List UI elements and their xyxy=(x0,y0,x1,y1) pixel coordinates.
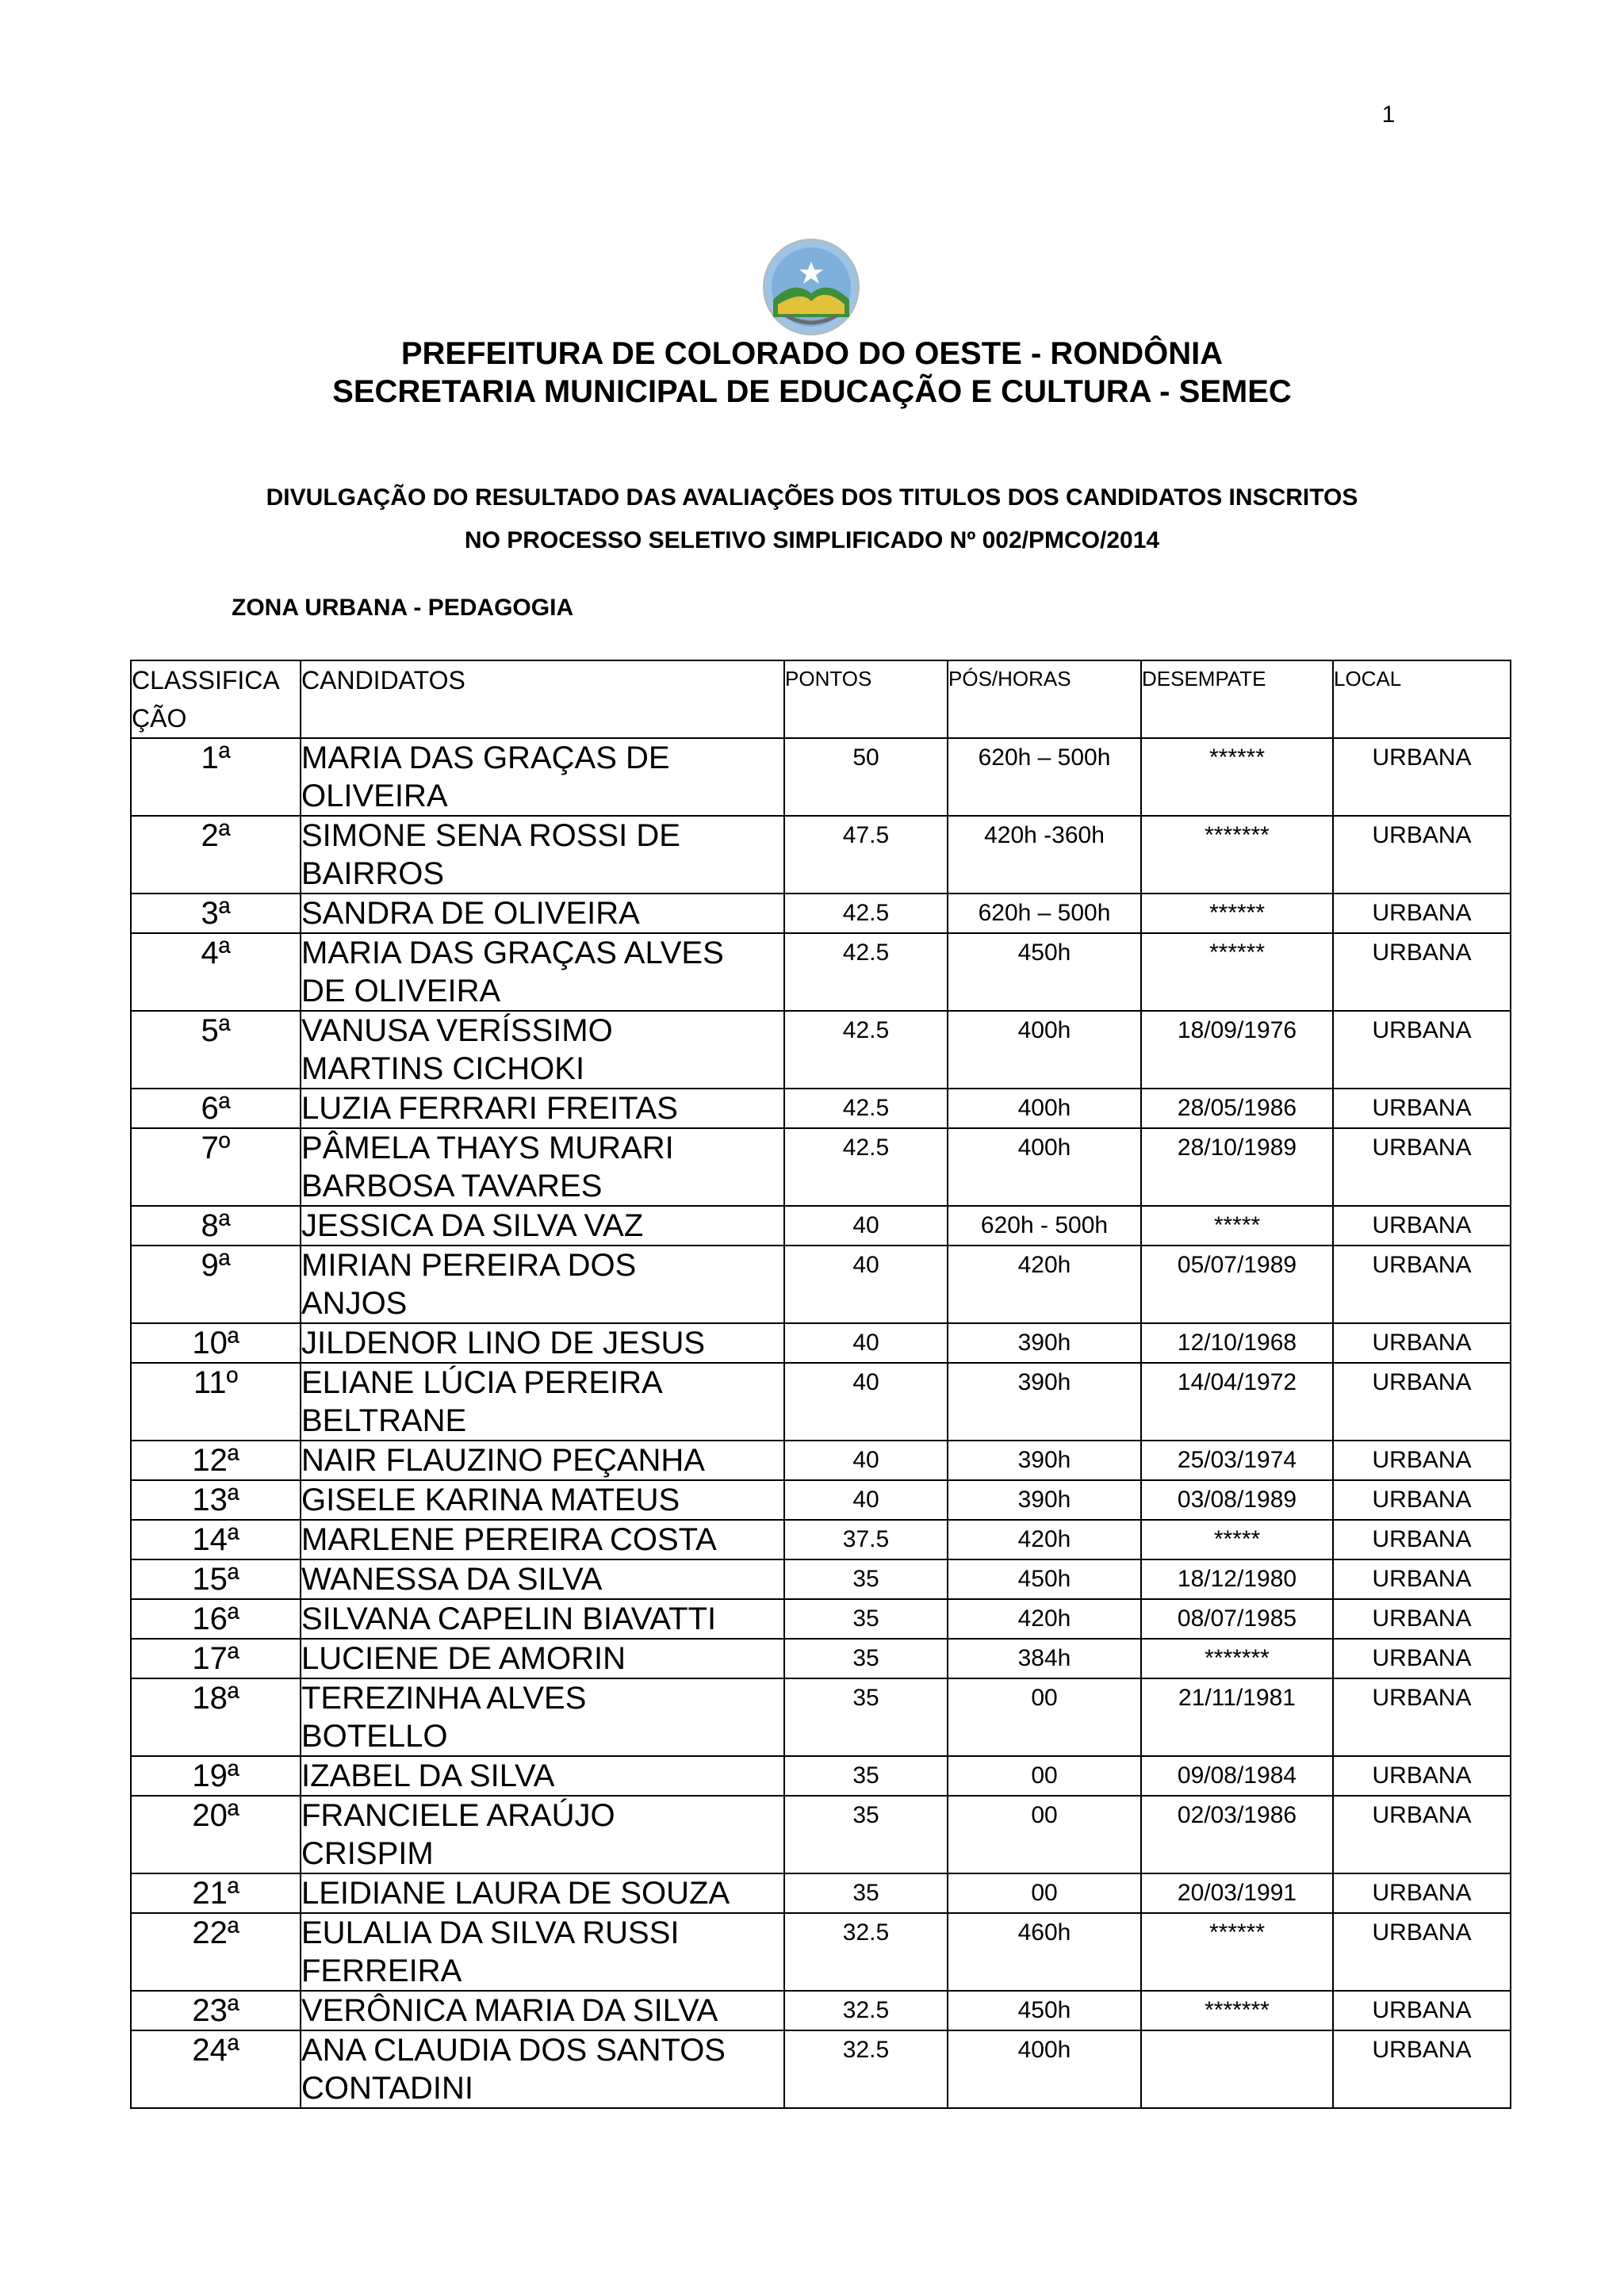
tiebreak-cell: ******* xyxy=(1141,1991,1333,2030)
rank-cell: 13ª xyxy=(131,1480,301,1520)
table-row xyxy=(131,1559,1511,1599)
tiebreak-cell: 03/08/1989 xyxy=(1141,1480,1333,1520)
hours-cell: 400h xyxy=(948,1011,1141,1089)
hours-cell: 400h xyxy=(948,1128,1141,1206)
hours-cell: 420h xyxy=(948,1520,1141,1559)
hours-cell: 00 xyxy=(948,1873,1141,1913)
tiebreak-cell: ***** xyxy=(1141,1206,1333,1246)
candidate-name-cell xyxy=(301,1128,784,1206)
rank-cell: 18ª xyxy=(131,1678,301,1756)
candidate-name-cell xyxy=(301,1599,784,1639)
points-cell: 32.5 xyxy=(784,2030,948,2108)
tiebreak-cell: 28/05/1986 xyxy=(1141,1089,1333,1128)
rank-cell: 23ª xyxy=(131,1991,301,2030)
points-cell: 35 xyxy=(784,1678,948,1756)
location-cell: URBANA xyxy=(1333,1913,1511,1991)
hours-cell: 384h xyxy=(948,1639,1141,1678)
points-cell: 40 xyxy=(784,1363,948,1441)
tiebreak-cell: 25/03/1974 xyxy=(1141,1441,1333,1480)
table-row xyxy=(131,1599,1511,1639)
subtitle-line-2: NO PROCESSO SELETIVO SIMPLIFICADO Nº 002/PMCO/2014 xyxy=(464,527,1160,553)
table-row xyxy=(131,1323,1511,1363)
candidate-name-line-2: DE OLIVEIRA xyxy=(301,974,501,1008)
table-row xyxy=(131,1011,1511,1089)
tiebreak-cell: 08/07/1985 xyxy=(1141,1599,1333,1639)
hours-cell: 390h xyxy=(948,1441,1141,1480)
rank-cell: 21ª xyxy=(131,1873,301,1913)
candidate-name-line-2: BAIRROS xyxy=(301,856,445,891)
candidate-name-line-2: FERREIRA xyxy=(301,1954,462,1988)
candidate-name-line-1: MARIA DAS GRAÇAS DE xyxy=(301,740,670,775)
location-cell: URBANA xyxy=(1333,1678,1511,1756)
rank-cell: 3ª xyxy=(131,894,301,933)
tiebreak-cell xyxy=(1141,2030,1333,2108)
candidate-name-line-1: SILVANA CAPELIN BIAVATTI xyxy=(301,1601,717,1636)
table-row xyxy=(131,1796,1511,1873)
table-row xyxy=(131,816,1511,894)
rank-cell: 5ª xyxy=(131,1011,301,1089)
hours-cell: 450h xyxy=(948,933,1141,1011)
tiebreak-cell: ******* xyxy=(1141,816,1333,894)
location-cell: URBANA xyxy=(1333,1599,1511,1639)
table-row xyxy=(131,1520,1511,1559)
table-row xyxy=(131,1991,1511,2030)
table-row xyxy=(131,1756,1511,1796)
candidate-name-line-2: CRISPIM xyxy=(301,1836,434,1871)
header-line-1: PREFEITURA DE COLORADO DO OESTE - RONDÔNIA xyxy=(400,336,1224,371)
hours-cell: 390h xyxy=(948,1363,1141,1441)
rank-cell: 14ª xyxy=(131,1520,301,1559)
hours-cell: 620h – 500h xyxy=(948,894,1141,933)
tiebreak-cell: ****** xyxy=(1141,1913,1333,1991)
candidate-name-cell xyxy=(301,1363,784,1441)
rank-cell: 7º xyxy=(131,1128,301,1206)
candidate-name-line-1: VANUSA VERÍSSIMO xyxy=(301,1013,613,1048)
candidate-name-line-2: BOTELLO xyxy=(301,1719,448,1754)
hours-cell: 450h xyxy=(948,1991,1141,2030)
hours-cell: 620h - 500h xyxy=(948,1206,1141,1246)
rank-cell: 9ª xyxy=(131,1246,301,1323)
candidate-name-line-1: ELIANE LÚCIA PEREIRA xyxy=(301,1365,663,1400)
tiebreak-cell: 09/08/1984 xyxy=(1141,1756,1333,1796)
candidate-name-line-1: JESSICA DA SILVA VAZ xyxy=(301,1208,644,1243)
location-cell: URBANA xyxy=(1333,1639,1511,1678)
points-cell: 37.5 xyxy=(784,1520,948,1559)
candidate-name-cell xyxy=(301,1913,784,1991)
candidate-name-line-1: LEIDIANE LAURA DE SOUZA xyxy=(301,1876,730,1911)
table-row xyxy=(131,2030,1511,2108)
rank-cell: 19ª xyxy=(131,1756,301,1796)
points-cell: 50 xyxy=(784,738,948,816)
candidate-name-cell xyxy=(301,894,784,933)
candidate-name-line-1: LUZIA FERRARI FREITAS xyxy=(301,1091,678,1126)
candidate-name-cell xyxy=(301,816,784,894)
candidate-name-line-1: SANDRA DE OLIVEIRA xyxy=(301,896,640,931)
candidate-name-line-1: EULALIA DA SILVA RUSSI xyxy=(301,1915,680,1950)
candidate-name-cell xyxy=(301,1991,784,2030)
table-row xyxy=(131,1128,1511,1206)
points-cell: 35 xyxy=(784,1873,948,1913)
candidate-name-line-1: TEREZINHA ALVES xyxy=(301,1681,587,1716)
candidate-name-line-1: FRANCIELE ARAÚJO xyxy=(301,1798,615,1833)
table-row xyxy=(131,1639,1511,1678)
header-line-2: SECRETARIA MUNICIPAL DE EDUCAÇÃO E CULTURA - SEMEC xyxy=(332,374,1292,409)
candidate-name-line-2: OLIVEIRA xyxy=(301,779,448,813)
hours-cell: 400h xyxy=(948,2030,1141,2108)
points-cell: 32.5 xyxy=(784,1991,948,2030)
hours-cell: 400h xyxy=(948,1089,1141,1128)
hours-cell: 390h xyxy=(948,1323,1141,1363)
hours-cell: 390h xyxy=(948,1480,1141,1520)
candidate-name-line-1: SIMONE SENA ROSSI DE xyxy=(301,818,680,853)
candidate-name-line-1: NAIR FLAUZINO PEÇANHA xyxy=(301,1443,705,1478)
location-cell: URBANA xyxy=(1333,1089,1511,1128)
candidate-name-line-1: JILDENOR LINO DE JESUS xyxy=(301,1326,706,1360)
location-cell: URBANA xyxy=(1333,1011,1511,1089)
hours-cell: 00 xyxy=(948,1678,1141,1756)
candidate-name-cell xyxy=(301,1678,784,1756)
candidate-name-line-1: WANESSA DA SILVA xyxy=(301,1562,603,1597)
header-hours: PÓS/HORAS xyxy=(948,660,1141,738)
candidate-name-cell xyxy=(301,1441,784,1480)
candidate-name-line-1: MARLENE PEREIRA COSTA xyxy=(301,1522,717,1557)
table-header-row xyxy=(131,660,1511,738)
location-cell: URBANA xyxy=(1333,738,1511,816)
points-cell: 40 xyxy=(784,1246,948,1323)
header-location: LOCAL xyxy=(1333,660,1511,738)
candidate-name-cell xyxy=(301,1559,784,1599)
candidate-name-line-2: BARBOSA TAVARES xyxy=(301,1169,603,1203)
points-cell: 42.5 xyxy=(784,933,948,1011)
location-cell: URBANA xyxy=(1333,1873,1511,1913)
rank-cell: 1ª xyxy=(131,738,301,816)
points-cell: 47.5 xyxy=(784,816,948,894)
results-table xyxy=(130,660,1511,2109)
rank-cell: 8ª xyxy=(131,1206,301,1246)
tiebreak-cell: ****** xyxy=(1141,894,1333,933)
location-cell: URBANA xyxy=(1333,1796,1511,1873)
location-cell: URBANA xyxy=(1333,933,1511,1011)
table-row xyxy=(131,1246,1511,1323)
points-cell: 35 xyxy=(784,1639,948,1678)
rank-cell: 22ª xyxy=(131,1913,301,1991)
points-cell: 40 xyxy=(784,1323,948,1363)
candidate-name-line-1: ANA CLAUDIA DOS SANTOS xyxy=(301,2033,726,2068)
candidate-name-cell xyxy=(301,2030,784,2108)
location-cell: URBANA xyxy=(1333,1520,1511,1559)
candidate-name-cell xyxy=(301,1520,784,1559)
points-cell: 42.5 xyxy=(784,1089,948,1128)
zone-title: ZONA URBANA - PEDAGOGIA xyxy=(232,595,574,621)
location-cell: URBANA xyxy=(1333,1480,1511,1520)
tiebreak-cell: ***** xyxy=(1141,1520,1333,1559)
header-candidates: CANDIDATOS xyxy=(301,660,784,738)
points-cell: 40 xyxy=(784,1206,948,1246)
rank-cell: 24ª xyxy=(131,2030,301,2108)
rank-cell: 20ª xyxy=(131,1796,301,1873)
tiebreak-cell: 18/09/1976 xyxy=(1141,1011,1333,1089)
location-cell: URBANA xyxy=(1333,894,1511,933)
hours-cell: 460h xyxy=(948,1913,1141,1991)
points-cell: 32.5 xyxy=(784,1913,948,1991)
points-cell: 35 xyxy=(784,1796,948,1873)
candidate-name-line-2: BELTRANE xyxy=(301,1403,467,1438)
tiebreak-cell: 28/10/1989 xyxy=(1141,1128,1333,1206)
table-row xyxy=(131,1678,1511,1756)
tiebreak-cell: ****** xyxy=(1141,738,1333,816)
header-tiebreak: DESEMPATE xyxy=(1141,660,1333,738)
table-row xyxy=(131,1089,1511,1128)
candidate-name-cell xyxy=(301,1639,784,1678)
location-cell: URBANA xyxy=(1333,1363,1511,1441)
municipal-crest-icon xyxy=(762,238,860,336)
hours-cell: 420h xyxy=(948,1599,1141,1639)
table-row xyxy=(131,894,1511,933)
candidate-name-cell xyxy=(301,1323,784,1363)
candidate-name-line-1: LUCIENE DE AMORIN xyxy=(301,1641,626,1676)
candidate-name-line-1: MARIA DAS GRAÇAS ALVES xyxy=(301,936,724,970)
rank-cell: 6ª xyxy=(131,1089,301,1128)
location-cell: URBANA xyxy=(1333,1323,1511,1363)
rank-cell: 2ª xyxy=(131,816,301,894)
candidate-name-cell xyxy=(301,1011,784,1089)
location-cell: URBANA xyxy=(1333,1756,1511,1796)
candidate-name-line-1: PÂMELA THAYS MURARI xyxy=(301,1131,674,1165)
hours-cell: 420h xyxy=(948,1246,1141,1323)
table-row xyxy=(131,1480,1511,1520)
hours-cell: 420h -360h xyxy=(948,816,1141,894)
rank-cell: 10ª xyxy=(131,1323,301,1363)
tiebreak-cell: 18/12/1980 xyxy=(1141,1559,1333,1599)
candidate-name-cell xyxy=(301,738,784,816)
candidate-name-cell xyxy=(301,1873,784,1913)
page-number: 1 xyxy=(1381,101,1396,128)
location-cell: URBANA xyxy=(1333,1246,1511,1323)
candidate-name-line-2: MARTINS CICHOKI xyxy=(301,1051,585,1086)
hours-cell: 450h xyxy=(948,1559,1141,1599)
table-row xyxy=(131,1441,1511,1480)
hours-cell: 00 xyxy=(948,1756,1141,1796)
candidate-name-line-2: ANJOS xyxy=(301,1286,408,1321)
subtitle-line-1: DIVULGAÇÃO DO RESULTADO DAS AVALIAÇÕES DOS TITULOS DOS CANDIDATOS INSCRITOS xyxy=(266,484,1358,511)
tiebreak-cell: 02/03/1986 xyxy=(1141,1796,1333,1873)
candidate-name-cell xyxy=(301,1089,784,1128)
candidate-name-cell xyxy=(301,1756,784,1796)
candidate-name-line-2: CONTADINI xyxy=(301,2071,474,2106)
points-cell: 35 xyxy=(784,1599,948,1639)
points-cell: 42.5 xyxy=(784,894,948,933)
location-cell: URBANA xyxy=(1333,1559,1511,1599)
location-cell: URBANA xyxy=(1333,1128,1511,1206)
candidate-name-cell xyxy=(301,933,784,1011)
tiebreak-cell: ******* xyxy=(1141,1639,1333,1678)
table-row xyxy=(131,933,1511,1011)
rank-cell: 16ª xyxy=(131,1599,301,1639)
location-cell: URBANA xyxy=(1333,2030,1511,2108)
location-cell: URBANA xyxy=(1333,1991,1511,2030)
tiebreak-cell: 12/10/1968 xyxy=(1141,1323,1333,1363)
hours-cell: 00 xyxy=(948,1796,1141,1873)
candidate-name-cell xyxy=(301,1246,784,1323)
header-points: PONTOS xyxy=(784,660,948,738)
rank-cell: 4ª xyxy=(131,933,301,1011)
points-cell: 42.5 xyxy=(784,1011,948,1089)
tiebreak-cell: ****** xyxy=(1141,933,1333,1011)
rank-cell: 11º xyxy=(131,1363,301,1441)
tiebreak-cell: 21/11/1981 xyxy=(1141,1678,1333,1756)
hours-cell: 620h – 500h xyxy=(948,738,1141,816)
points-cell: 42.5 xyxy=(784,1128,948,1206)
table-row xyxy=(131,1873,1511,1913)
table-row xyxy=(131,1363,1511,1441)
table-row xyxy=(131,1913,1511,1991)
location-cell: URBANA xyxy=(1333,816,1511,894)
table-row xyxy=(131,1206,1511,1246)
candidate-name-cell xyxy=(301,1480,784,1520)
rank-cell: 12ª xyxy=(131,1441,301,1480)
candidate-name-cell xyxy=(301,1206,784,1246)
tiebreak-cell: 05/07/1989 xyxy=(1141,1246,1333,1323)
tiebreak-cell: 20/03/1991 xyxy=(1141,1873,1333,1913)
points-cell: 35 xyxy=(784,1559,948,1599)
candidate-name-line-1: GISELE KARINA MATEUS xyxy=(301,1483,680,1517)
points-cell: 35 xyxy=(784,1756,948,1796)
location-cell: URBANA xyxy=(1333,1206,1511,1246)
tiebreak-cell: 14/04/1972 xyxy=(1141,1363,1333,1441)
candidate-name-cell xyxy=(301,1796,784,1873)
table-row xyxy=(131,738,1511,816)
candidate-name-line-1: MIRIAN PEREIRA DOS xyxy=(301,1248,637,1283)
points-cell: 40 xyxy=(784,1480,948,1520)
candidate-name-line-1: VERÔNICA MARIA DA SILVA xyxy=(301,1993,718,2028)
candidate-name-line-1: IZABEL DA SILVA xyxy=(301,1758,555,1793)
header-classification: CLASSIFICA ÇÃO xyxy=(131,660,301,738)
location-cell: URBANA xyxy=(1333,1441,1511,1480)
rank-cell: 17ª xyxy=(131,1639,301,1678)
rank-cell: 15ª xyxy=(131,1559,301,1599)
points-cell: 40 xyxy=(784,1441,948,1480)
